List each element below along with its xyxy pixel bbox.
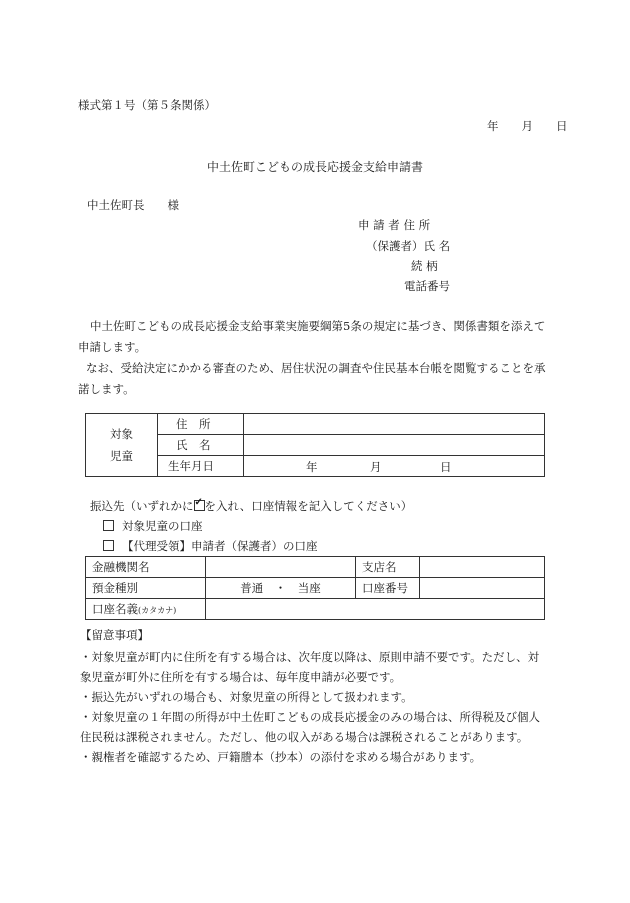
body-paragraph-2: なお、受給決定にかかる審査のため、居住状況の調査や住民基本台帳を閲覧することを承諾します。 [78, 361, 546, 396]
applicant-name-label: （保護者）氏 名 [366, 239, 451, 253]
transfer-option-child-label: 対象児童の口座 [122, 519, 203, 533]
child-name-label: 氏 名 [158, 435, 244, 456]
transfer-heading-post: を入れ、口座情報を記入してください） [204, 499, 413, 513]
applicant-address-label: 申 請 者 住 所 [358, 218, 431, 232]
account-number-field[interactable] [420, 578, 545, 599]
child-birthdate-field[interactable] [244, 456, 545, 477]
checkbox-icon[interactable] [103, 540, 114, 551]
transfer-heading [90, 498, 412, 514]
branch-field[interactable] [420, 557, 545, 578]
child-birthdate-label: 生年月日 [158, 456, 244, 477]
transfer-option-proxy[interactable] [103, 538, 318, 554]
applicant-phone-label: 電話番号 [404, 279, 450, 293]
institution-label: 金融機関名 [86, 557, 206, 578]
checkmark-icon [194, 500, 205, 511]
note-item-4: ・親権者を確認するため、戸籍謄本（抄本）の添付を求める場合があります。 [80, 750, 482, 764]
child-group-label [86, 414, 158, 477]
account-name-kana: (カタカナ) [138, 606, 177, 615]
deposit-type-label: 預金種別 [86, 578, 206, 599]
account-number-label: 口座番号 [356, 578, 420, 599]
note-item-2: ・振込先がいずれの場合も、対象児童の所得として扱われます。 [80, 690, 413, 704]
deposit-type-options[interactable]: 普通 ・ 当座 [206, 578, 356, 599]
page-title: 中土佐町こどもの成長応援金支給申請書 [206, 160, 423, 174]
child-name-field[interactable] [244, 435, 545, 456]
transfer-option-proxy-label: 【代理受領】申請者（保護者）の口座 [122, 539, 318, 553]
notes-heading: 【留意事項】 [80, 628, 149, 642]
institution-field[interactable] [206, 557, 356, 578]
bank-table [85, 556, 545, 620]
checkbox-icon[interactable] [103, 520, 114, 531]
branch-label: 支店名 [356, 557, 420, 578]
form-number: 様式第１号（第５条関係） [78, 98, 216, 112]
birth-month-label: 月 [370, 460, 382, 474]
child-address-field[interactable] [244, 414, 545, 435]
note-item-1: ・対象児童が町内に住所を有する場合は、次年度以降は、原則申請不要です。ただし、対象児童が町外に住所を有する場合は、毎年度申請が必要です。 [80, 650, 540, 684]
birth-day-label: 日 [440, 460, 452, 474]
account-name-label: 口座名義 [92, 602, 138, 616]
addressee: 中土佐町長 様 [87, 198, 179, 212]
date-line: 年 月 日 [487, 119, 568, 133]
child-address-label: 住 所 [158, 414, 244, 435]
account-name-label-cell [86, 599, 206, 620]
birth-year-label: 年 [306, 460, 318, 474]
note-item-3: ・対象児童の１年間の所得が中土佐町こどもの成長応援金のみの場合は、所得税及び個人住民税は課税されません。ただし、他の収入がある場合は課税されることがあります。 [80, 710, 540, 744]
child-group-label-2: 児童 [110, 449, 133, 463]
child-group-label-1: 対象 [110, 427, 133, 441]
child-table [85, 413, 545, 477]
transfer-option-child[interactable] [103, 518, 203, 534]
applicant-relation-label: 続 柄 [411, 259, 438, 273]
account-name-field[interactable] [206, 599, 545, 620]
transfer-heading-pre: 振込先（いずれかに [90, 499, 194, 513]
body-paragraph-1: 中土佐町こどもの成長応援金支給事業実施要綱第5条の規定に基づき、関係書類を添えて申請します。 [78, 319, 546, 354]
